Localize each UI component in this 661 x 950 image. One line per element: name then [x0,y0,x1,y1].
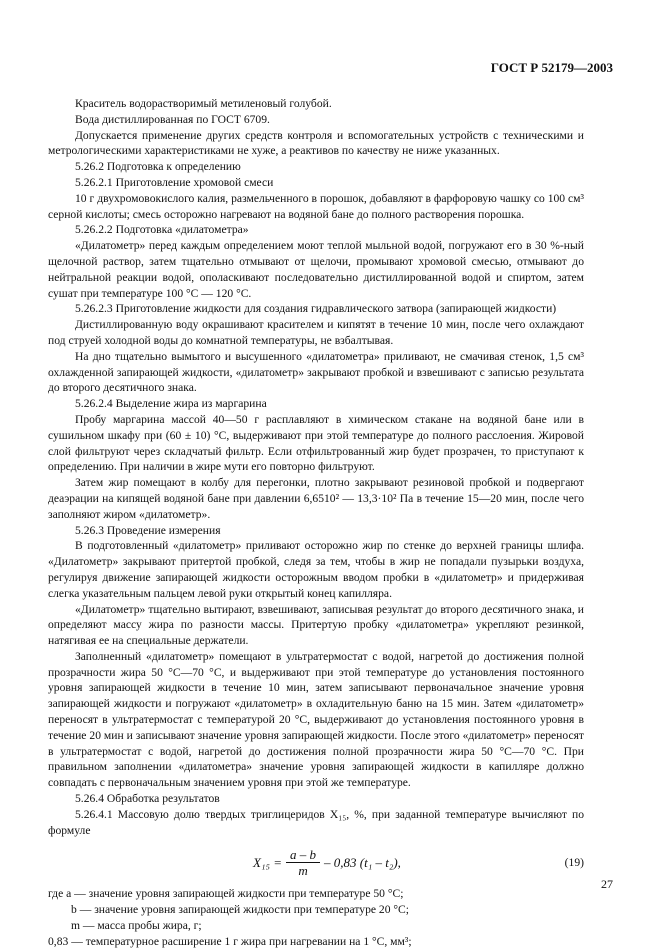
formula-19 [48,844,584,880]
formula-lhs: X₁₅ = [253,854,283,870]
section-heading: 5.26.2.4 Выделение жира из маргарина [75,397,267,411]
page-number: 27 [601,877,613,891]
section-heading: 5.26.3 Проведение измерения [75,523,221,537]
section-heading: 5.26.2 Подготовка к определению [75,160,241,174]
paragraph: На дно тщательно вымытого и высушенного «дилатометра» приливают, не смачивая стенок, 1,5 см³ охлажденной запирающей жидкости, «дилатометр» закрывают пробкой и взвешивают с записью результата до второго десятичного знака. [48,349,584,395]
definition-item [48,886,584,902]
paragraph: Краситель водорастворимый метиленовый голубой. [75,97,332,110]
definition-item [48,934,584,950]
definition-item [48,918,584,934]
section-heading: 5.26.2.1 Приготовление хромовой смеси [75,175,274,189]
formula-expression [253,847,401,878]
paragraph: Дистиллированную воду окрашивают красителем и кипятят в течение 10 мин, после чего охлаждают под струей холодной воды до комнатной температуры, не взбалтывая. [48,318,584,347]
definition-text: температурное расширение 1 г жира при нагревании на 1 °С, мм³; [85,934,412,948]
paragraph: Вода дистиллированная по ГОСТ 6709. [75,112,270,126]
section-heading: 5.26.2.2 Подготовка «дилатометра» [75,223,249,237]
paragraph: Пробу маргарина массой 40—50 г расплавляют в химическом стакане на водяной бане или в сушильном шкафу при (60 ± 10) °С, выдерживают при этой температуре до полного расслоения. Жировой слой фильтруют через складчатый фильтр. Если отфильтрованный жир будет прозрачен, то приступают к определению. При наличии в жире мути его повторно фильтруют. [48,412,584,474]
paragraph: 5.26.4.1 Массовую долю твердых триглицеридов X₁₅, %, при заданной температуре вычисляют по формуле [48,807,584,837]
formula-tail: – 0,83 (t₁ – t₂), [324,854,401,870]
paragraph: «Дилатометр» тщательно вытирают, взвешивают, записывая результат до второго десятичного знака, и определяют массу жира по разности массы. Притертую пробку «дилатометра» укрепляют резинкой, натягивая ее на специальные держатели. [48,602,584,648]
document-body [48,96,584,950]
definition-symbol: m — [71,919,95,933]
paragraph: 10 г двухромовокислого калия, размельченного в порошок, добавляют в фарфоровую чашку со 100 см³ серной кислоты; смесь осторожно нагревают на водяной бане до полного растворения порошка. [48,191,584,221]
formula-fraction [286,847,320,878]
formula-number: (19) [564,855,584,869]
paragraph: В подготовленный «дилатометр» приливают осторожно жир по стенке до верхней границы шлифа. «Дилатометр» закрывают притертой пробкой, следя за тем, чтобы в жир не попадали пузырьки воздуха, регулируя движение запирающей жидкости осторожным вводом пробки в «дилатометр» и придерживая слегка указательным пальцем левой руки открытый конец капилляра. [48,539,584,600]
formula-denominator: m [298,862,308,878]
definition-text: значение уровня запирающей жидкости при температуре 20 °С; [94,903,409,917]
definition-text: масса пробы жира, г; [97,919,202,933]
paragraph: Допускается применение других средств контроля и вспомогательных устройств с техническими и метрологическими характеристиками не хуже, а реактивов по качеству не ниже указанных. [48,128,584,158]
paragraph: Затем жир помещают в колбу для перегонки, плотно закрывают резиновой пробкой и подвергают деаэрации на кипящей водяной бане при давлении 6,6510² — 13,3·10² Па в течение 15—20 мин, после чего заполняют жиром «дилатометр». [48,476,584,521]
paragraph: Заполненный «дилатометр» помещают в ультратермостат с водой, нагретой до достижения полной прозрачности жира 50 °С—70 °С, и выдерживают при этой температуре до установления постоянного уровня запирающей жидкости в течение 10 мин, затем записывают первоначальное значение уровня запирающей жидкости и погружают «дилатометр» в охладительную баню на 15 мин. Затем «дилатометр» переносят в ультратермостат с температурой 20 °С, выдерживают до установления постоянного уровня в течение 20 мин и записывают значение уровня запирающей жидкости. После этого «дилатометр» переносят в ультратермостат с водой, нагретой до достижения полной прозрачности жира 50 °С—70 °С. При правильном заполнении «дилатометра» значение уровня запирающей жидкости в капилляре должно совпадать с первоначальным значением уровня при этой же температуре. [48,649,584,790]
definition-item [48,902,584,918]
definitions-list [48,886,584,949]
paragraph: «Дилатометр» перед каждым определением моют теплой мыльной водой, погружают его в 30 %-ный щелочной раствор, затем тщательно отмывают от щелочи, промывают хромовой смесью, отмывают до нейтральной реакции водой, ополаскивают последовательно дистиллированной водой и спиртом, затем сушат при температуре 100 °С — 120 °С. [48,239,584,300]
definition-symbol: b — [71,903,92,917]
section-heading: 5.26.2.3 Приготовление жидкости для создания гидравлического затвора (запирающей жидкости) [75,302,557,316]
section-heading: 5.26.4 Обработка результатов [75,792,220,806]
definition-symbol: где a — [48,887,86,901]
definition-symbol: 0,83 — [48,934,83,948]
formula-numerator: a – b [286,847,320,863]
definition-text: значение уровня запирающей жидкости при температуре 50 °С; [88,887,404,901]
document-id: ГОСТ Р 52179—2003 [490,60,613,75]
